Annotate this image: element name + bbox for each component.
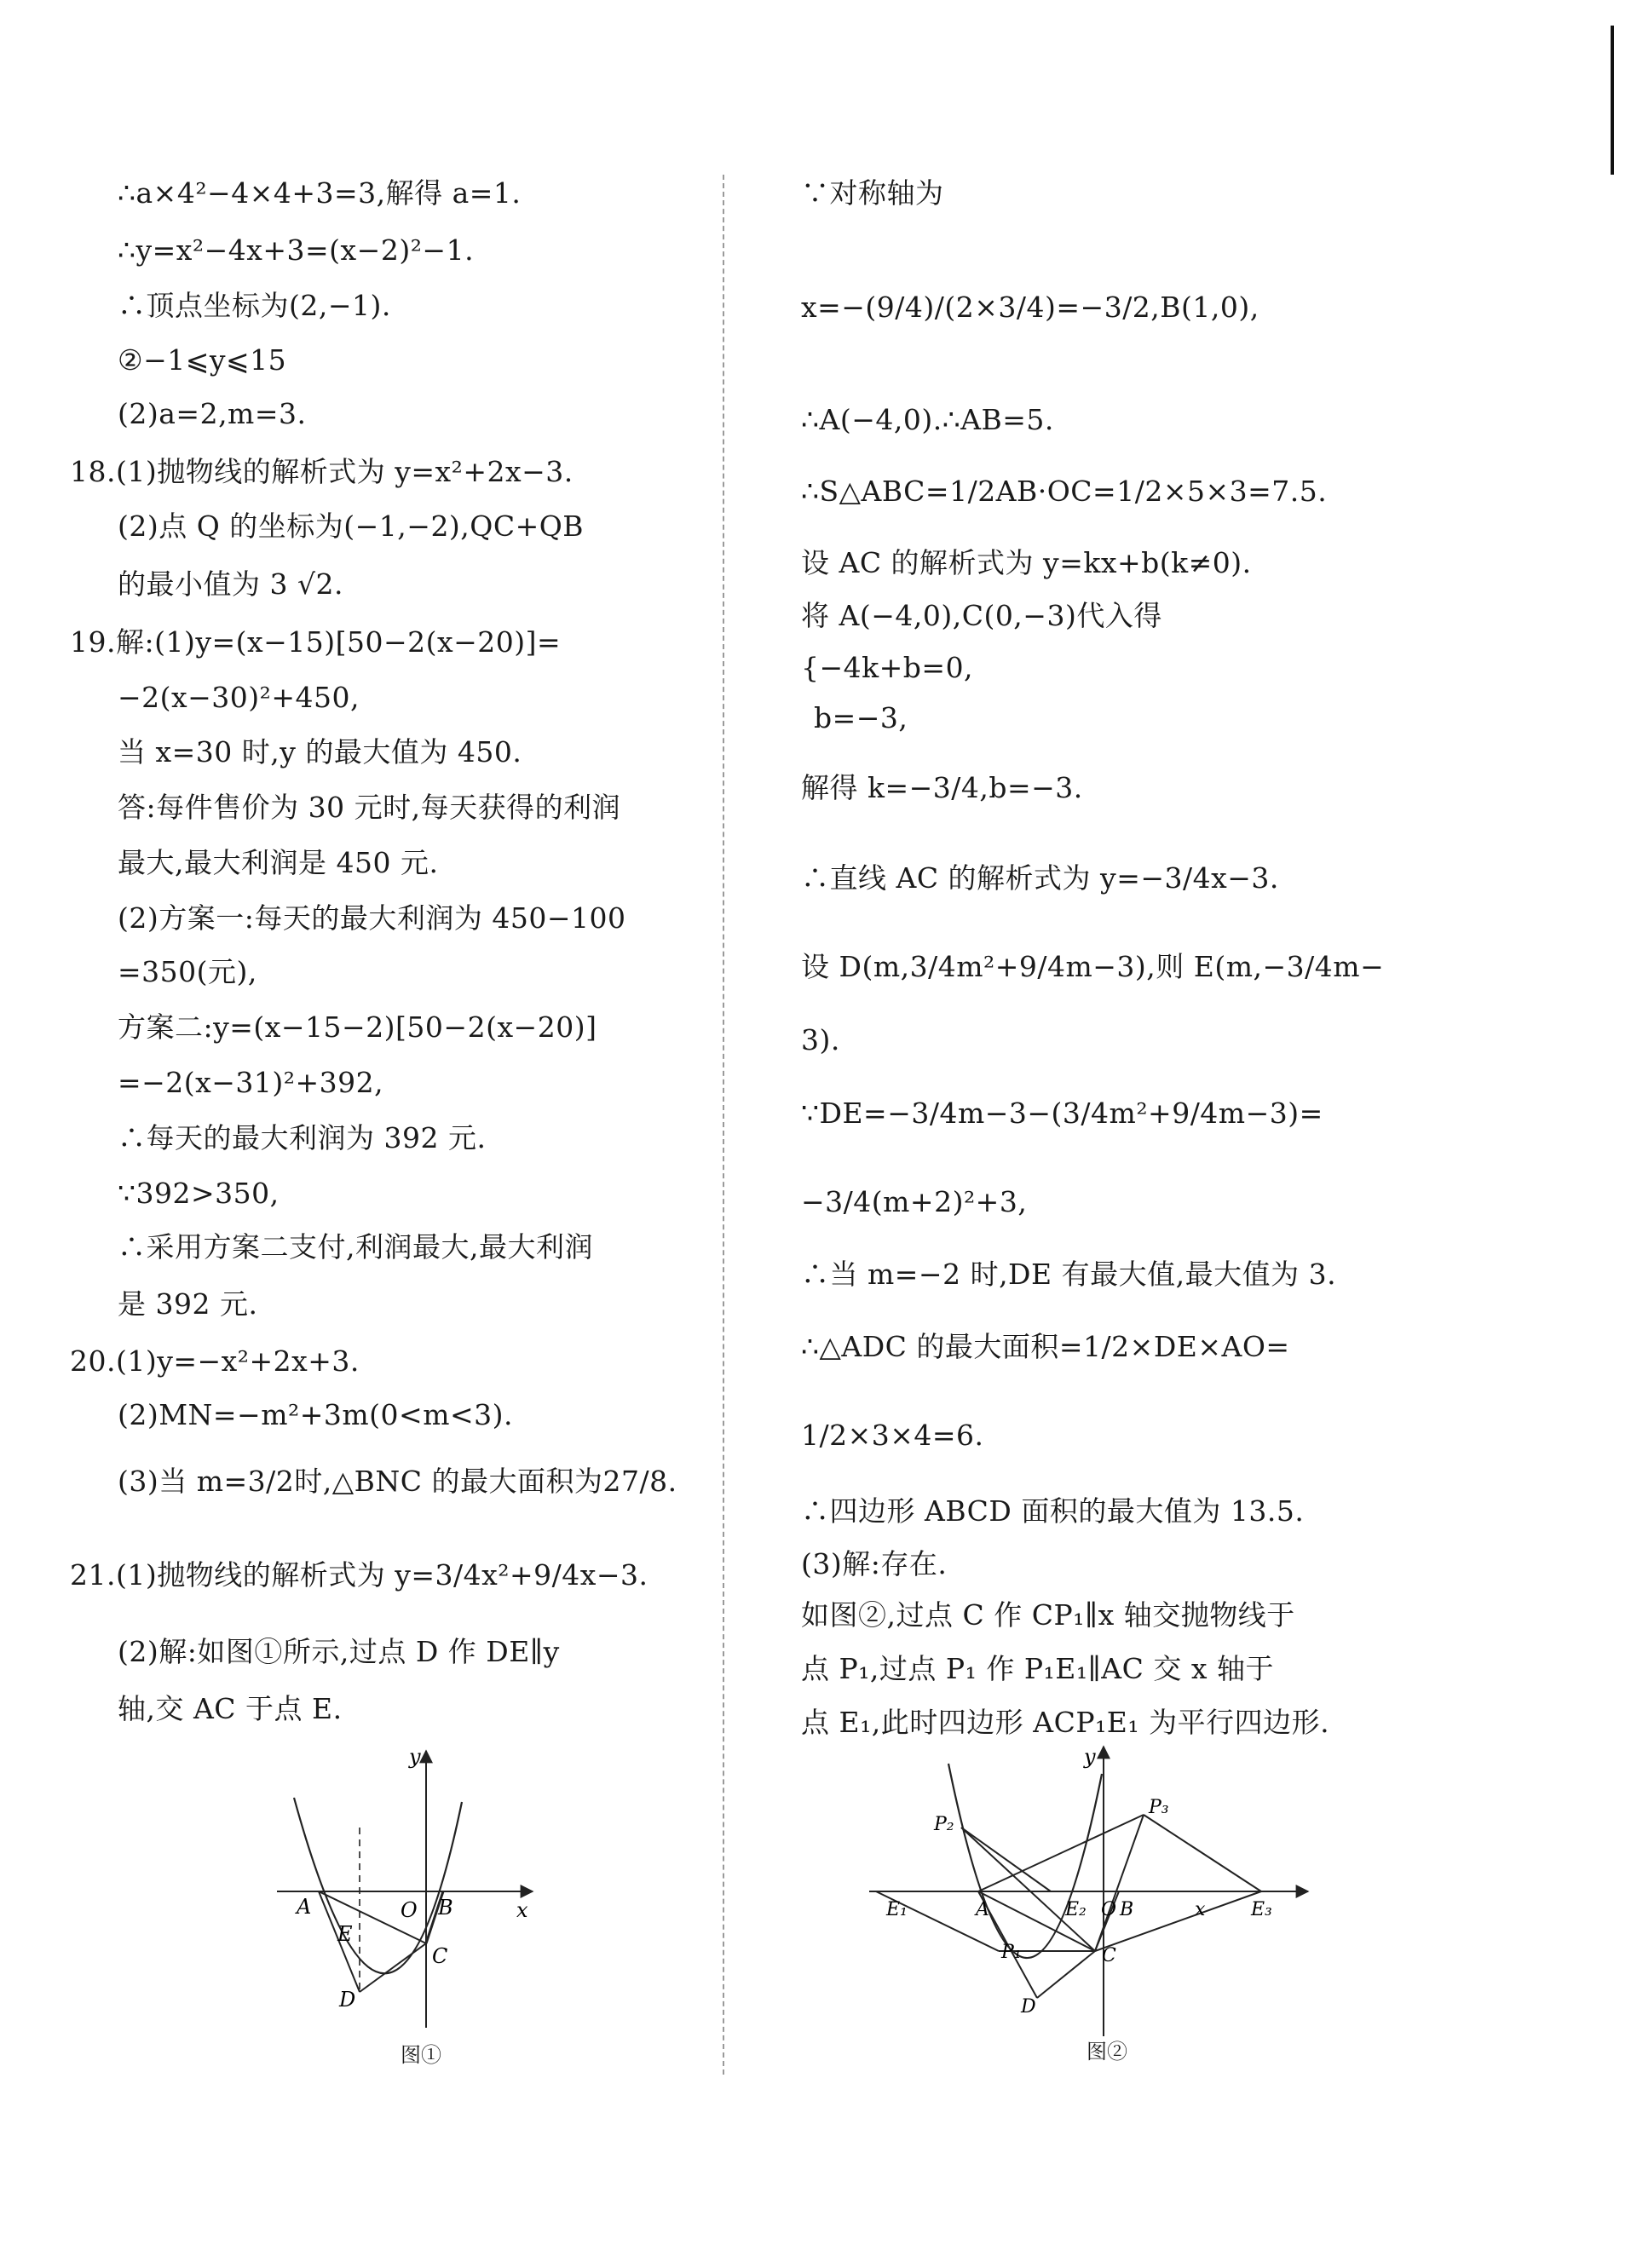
- label-b: B: [438, 1896, 453, 1920]
- text-line: (2)点 Q 的坐标为(−1,−2),QC+QB: [118, 509, 585, 543]
- label-d: D: [339, 1988, 356, 2012]
- page-edge-mark: [1611, 26, 1614, 175]
- label-e3: E₃: [1251, 1899, 1272, 1920]
- label-p1: P₁: [1001, 1942, 1022, 1963]
- text-line: 设 AC 的解析式为 y=kx+b(k≠0).: [801, 546, 1252, 579]
- text-line: 如图②,过点 C 作 CP₁∥x 轴交抛物线于: [801, 1598, 1295, 1632]
- parabola: [948, 1764, 1102, 1958]
- text-line: 18.(1)抛物线的解析式为 y=x²+2x−3.: [70, 455, 574, 488]
- text-line: b=−3,: [814, 701, 908, 734]
- text-line: (3)当 m=3/2时,△BNC 的最大面积为27/8.: [118, 1465, 677, 1498]
- label-p3: P₃: [1149, 1797, 1169, 1818]
- text-line: ∴A(−4,0).∴AB=5.: [801, 403, 1054, 436]
- line-a-p3: [978, 1815, 1144, 1891]
- text-line: −2(x−30)²+450,: [118, 681, 360, 714]
- text-line: {−4k+b=0,: [801, 651, 974, 684]
- text-line: 最大,最大利润是 450 元.: [118, 846, 439, 879]
- label-d: D: [1021, 1996, 1036, 2018]
- text-line: (2)a=2,m=3.: [118, 397, 307, 430]
- text-line: ∴a×4²−4×4+3=3,解得 a=1.: [118, 176, 522, 210]
- text-line: ∴采用方案二支付,利润最大,最大利润: [118, 1230, 593, 1264]
- text-line: ∴S△ABC=1/2AB·OC=1/2×5×3=7.5.: [801, 475, 1328, 508]
- text-line: ∵对称轴为: [801, 176, 944, 210]
- text-line: 设 D(m,3/4m²+9/4m−3),则 E(m,−3/4m−: [801, 950, 1385, 983]
- text-line: 3).: [801, 1023, 840, 1056]
- text-line: =−2(x−31)²+392,: [118, 1066, 384, 1099]
- text-line: (2)MN=−m²+3m(0<m<3).: [118, 1398, 513, 1431]
- text-line: 轴,交 AC 于点 E.: [118, 1692, 343, 1725]
- text-line: 当 x=30 时,y 的最大值为 450.: [118, 735, 522, 768]
- text-line: ②−1⩽y⩽15: [118, 343, 287, 377]
- text-line: ∴当 m=−2 时,DE 有最大值,最大值为 3.: [801, 1258, 1337, 1291]
- text-line: −3/4(m+2)²+3,: [801, 1185, 1028, 1218]
- text-line: (3)解:存在.: [801, 1547, 948, 1580]
- text-line: ∵392>350,: [118, 1177, 280, 1210]
- text-line: x=−(9/4)/(2×3/4)=−3/2,B(1,0),: [801, 291, 1259, 324]
- label-x: x: [516, 1898, 528, 1922]
- label-b: B: [1120, 1899, 1134, 1920]
- line-p2-e2: [961, 1828, 1051, 1891]
- label-y: y: [1084, 1745, 1096, 1769]
- text-line: 19.解:(1)y=(x−15)[50−2(x−20)]=: [70, 625, 562, 659]
- text-line: 点 E₁,此时四边形 ACP₁E₁ 为平行四边形.: [801, 1706, 1330, 1739]
- label-e: E: [337, 1922, 353, 1946]
- figure-2: [861, 1738, 1321, 2075]
- label-y: y: [409, 1747, 421, 1769]
- figure-1-caption: 图①: [401, 2043, 441, 2067]
- text-line: (2)方案一:每天的最大利润为 450−100: [118, 901, 626, 935]
- label-c: C: [1102, 1945, 1116, 1966]
- text-line: 解得 k=−3/4,b=−3.: [801, 771, 1083, 804]
- label-e1: E₁: [886, 1899, 908, 1920]
- figure-2-caption: 图②: [1087, 2040, 1127, 2064]
- figure-1: [273, 1747, 554, 2070]
- line-p3-c: [1095, 1815, 1144, 1951]
- text-line: 点 P₁,过点 P₁ 作 P₁E₁∥AC 交 x 轴于: [801, 1652, 1274, 1685]
- line-dc: [1037, 1951, 1095, 1998]
- text-line: 将 A(−4,0),C(0,−3)代入得: [801, 599, 1162, 632]
- text-line: ∴y=x²−4x+3=(x−2)²−1.: [118, 233, 475, 267]
- text-line: 方案二:y=(x−15−2)[50−2(x−20)]: [118, 1010, 597, 1044]
- text-line: 20.(1)y=−x²+2x+3.: [70, 1344, 360, 1378]
- text-line: (2)解:如图①所示,过点 D 作 DE∥y: [118, 1635, 560, 1668]
- text-line: =350(元),: [118, 955, 257, 988]
- label-p2: P₂: [934, 1814, 954, 1835]
- text-line: 21.(1)抛物线的解析式为 y=3/4x²+9/4x−3.: [70, 1558, 648, 1592]
- text-line: 的最小值为 3 √2.: [118, 567, 343, 601]
- figure-1-diagram: [273, 1747, 554, 2070]
- text-line: 是 392 元.: [118, 1287, 258, 1321]
- label-o: O: [401, 1898, 418, 1922]
- label-a: A: [297, 1895, 312, 1919]
- label-c: C: [432, 1944, 448, 1968]
- label-e2: E₂: [1065, 1899, 1087, 1920]
- line-p3-e3: [1144, 1815, 1261, 1891]
- text-line: ∴△ADC 的最大面积=1/2×DE×AO=: [801, 1330, 1290, 1363]
- column-divider: [723, 175, 724, 2075]
- text-line: 1/2×3×4=6.: [801, 1419, 984, 1452]
- label-a: A: [976, 1899, 989, 1920]
- text-line: 答:每件售价为 30 元时,每天获得的利润: [118, 791, 621, 824]
- text-line: ∴直线 AC 的解析式为 y=−3/4x−3.: [801, 861, 1279, 895]
- text-line: ∴四边形 ABCD 面积的最大值为 13.5.: [801, 1494, 1305, 1528]
- label-o: O: [1101, 1899, 1117, 1920]
- text-line: ∴顶点坐标为(2,−1).: [118, 289, 391, 322]
- label-x: x: [1195, 1899, 1206, 1920]
- text-line: ∴每天的最大利润为 392 元.: [118, 1121, 487, 1154]
- figure-2-diagram: [861, 1738, 1321, 2075]
- text-line: ∵DE=−3/4m−3−(3/4m²+9/4m−3)=: [801, 1097, 1323, 1130]
